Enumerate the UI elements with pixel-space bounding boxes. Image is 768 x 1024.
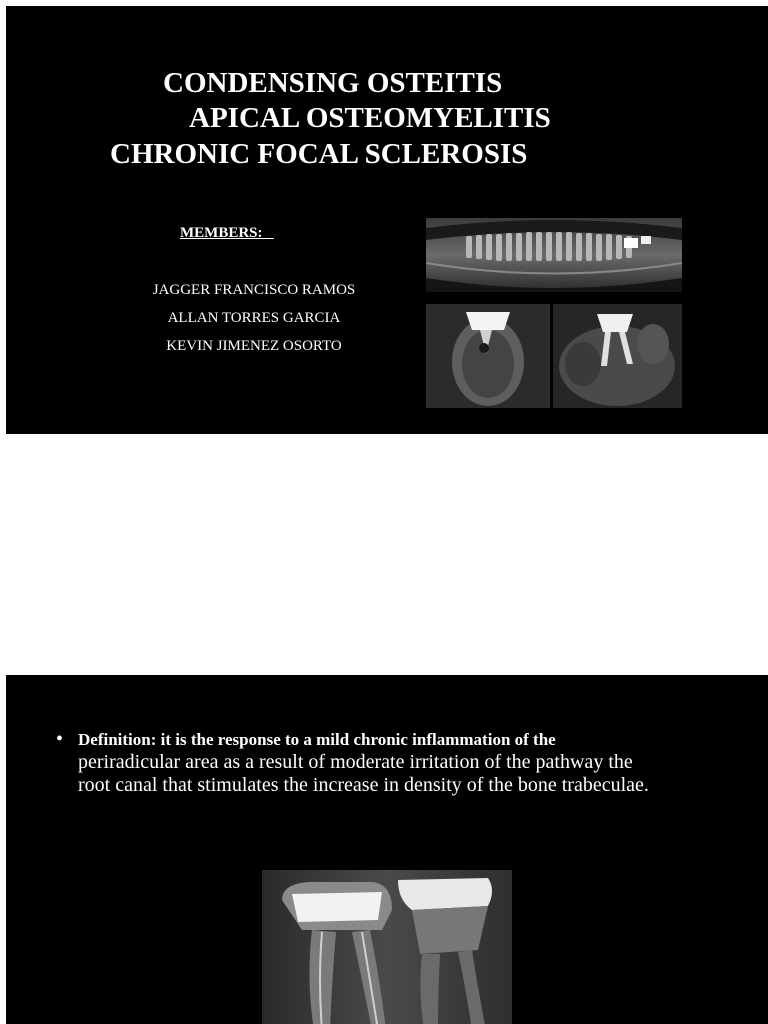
periapical-xray-image [262, 870, 512, 1024]
definition-slide [6, 675, 768, 1024]
definition-bullet [56, 728, 656, 797]
member-name: JAGGER FRANCISCO RAMOS [152, 282, 356, 298]
title-slide [6, 6, 768, 434]
panoramic-xray-image [426, 218, 682, 292]
member-name: KEVIN JIMENEZ OSORTO [166, 338, 342, 354]
definition-lead: Definition: it is the response to a mild chronic inflammation of the [78, 730, 556, 749]
bullet-icon: • [56, 728, 64, 750]
slide-title-line-2: APICAL OSTEOMYELITIS [189, 102, 551, 134]
cbct-xray-image [426, 304, 550, 408]
slide-title-line-1: CONDENSING OSTEITIS [163, 67, 503, 99]
slide-title-line-3: CHRONIC FOCAL SCLEROSIS [110, 138, 528, 170]
definition-text [78, 728, 656, 797]
definition-body: periradicular area as a result of moderate irritation of the pathway the root canal that stimulates the increase in density of the bone trabeculae. [78, 751, 649, 796]
cbct-xray-image [553, 304, 682, 408]
members-heading: MEMBERS: [180, 225, 274, 241]
member-name: ALLAN TORRES GARCIA [167, 310, 341, 326]
